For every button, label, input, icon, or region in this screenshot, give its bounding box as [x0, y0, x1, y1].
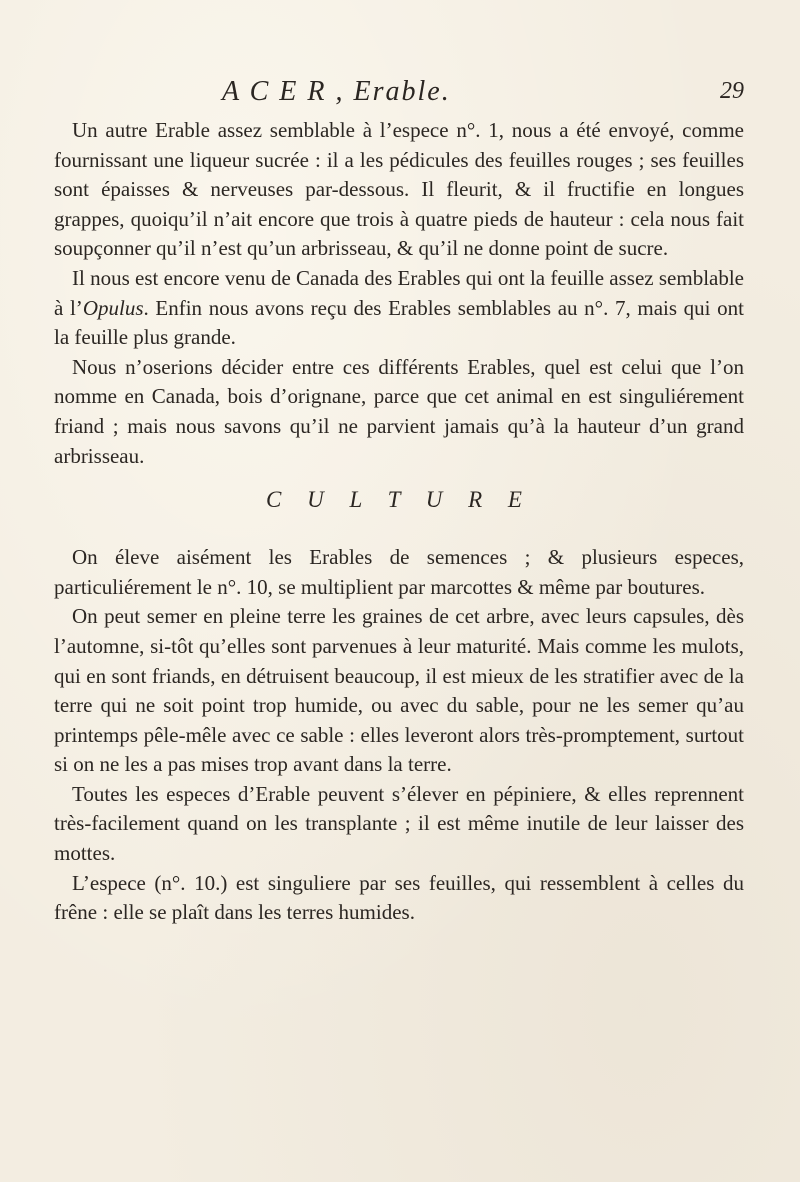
paragraph-erable-sucre: Un autre Erable assez semblable à l’espece n°. 1, nous a été envoyé, comme fournissant une liqueur sucrée : il a les pédicules des feuilles rouges ; ses feuilles sont épaisses & nerveuses par-dessous. Il fleurit, & il fructifie en longues grappes, quoiqu’il n’ait encore que trois à quatre pieds de hauteur : cela nous fait soupçonner qu’il n’est qu’un arbrisseau, & qu’il ne donne point de sucre.	[54, 118, 744, 261]
paragraph-bois-orignane: Nous n’oserions décider entre ces différents Erables, quel est celui que l’on nomme en Canada, bois d’orignane, parce que cet animal en est singuliérement friand ; mais nous savons qu’il ne parvient jamais qu’à la hauteur d’un grand arbrisseau.	[54, 354, 744, 468]
paragraph-erable-canada: Il nous est encore venu de Canada des Erables qui ont la feuille assez semblable à l’Opulus. Enfin nous avons reçu des Erables semblables au n°. 7, mais qui ont la feuille plus grande.	[54, 265, 745, 350]
section-title-culture: C U L T U R E	[266, 487, 532, 513]
paragraph-pepiniere: Toutes les especes d’Erable peuvent s’élever en pépiniere, & elles reprennent très-facilement quand on les transplante ; il est même inutile de leur laisser des mottes.	[54, 781, 744, 866]
running-title: A C E R , Erable.	[222, 76, 451, 107]
paragraph-semences: On éleve aisément les Erables de semences ; & plusieurs especes, particuliérement le n°. 10, se multiplient par marcottes & même par boutures.	[54, 545, 744, 599]
page-header	[54, 76, 744, 116]
paragraph-espece-10: L’espece (n°. 10.) est singuliere par ses feuilles, qui ressemblent à celles du frêne : elle se plaît dans les terres humides.	[54, 870, 744, 925]
page-number: 29	[720, 78, 744, 104]
paragraph-semer: On peut semer en pleine terre les graines de cet arbre, avec leurs capsules, dès l’automne, si-tôt qu’elles sont parvenues à leur maturité. Mais comme les mulots, qui en sont friands, en détruisent beaucoup, il est mieux de les stratifier avec de la terre qui ne soit point trop humide, ou avec du sable, pour ne les semer qu’au printemps pêle-mêle avec ce sable : elles leveront alors très-promptement, surtout si on ne les a pas mises trop avant dans la terre.	[54, 604, 744, 777]
italic-term-opulus: Opulus	[82, 295, 144, 320]
body-text	[54, 116, 744, 928]
